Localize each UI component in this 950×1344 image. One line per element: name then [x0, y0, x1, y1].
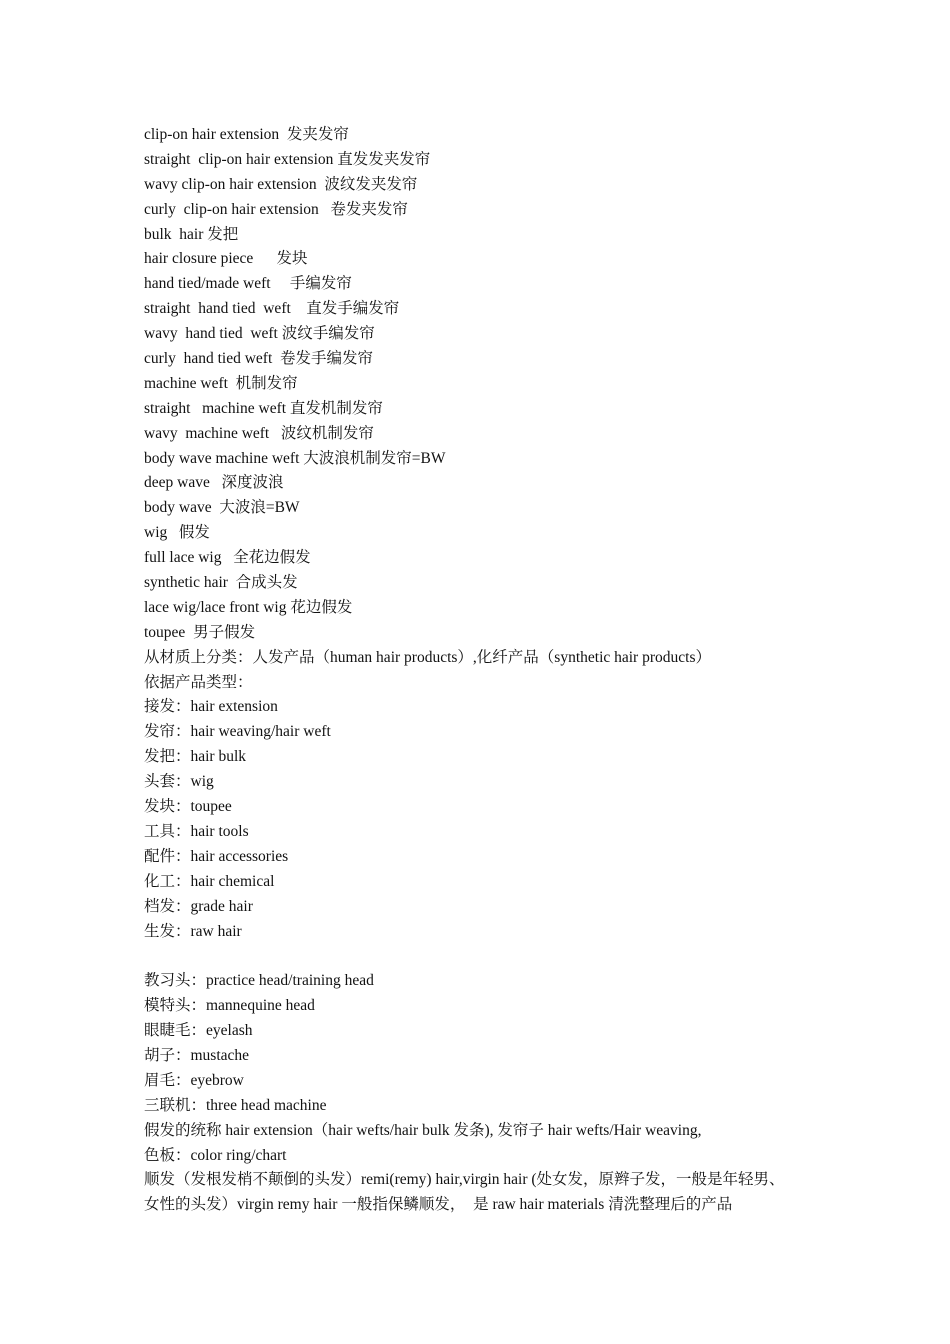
text-line: 教习头：practice head/training head	[144, 972, 374, 990]
text-line: body wave 大波浪=BW	[144, 499, 300, 517]
text-line: machine weft 机制发帘	[144, 374, 298, 392]
document-body	[144, 123, 844, 1218]
text-line: body wave machine weft 大波浪机制发帘=BW	[144, 449, 446, 467]
text-line: straight machine weft 直发机制发帘	[144, 399, 383, 417]
text-line: full lace wig 全花边假发	[144, 549, 311, 567]
text-line: 档发：grade hair	[144, 897, 253, 915]
text-line: hand tied/made weft 手编发帘	[144, 275, 352, 293]
text-line: straight clip-on hair extension 直发发夹发帘	[144, 150, 431, 168]
text-line: 假发的统称 hair extension（hair wefts/hair bulk 发条), 发帘子 hair wefts/Hair weaving,	[144, 1121, 702, 1139]
text-line: wavy clip-on hair extension 波纹发夹发帘	[144, 175, 418, 193]
text-line: 发帘：hair weaving/hair weft	[144, 723, 331, 741]
blank-line	[144, 944, 844, 969]
text-line: bulk hair 发把	[144, 225, 239, 243]
text-line: curly clip-on hair extension 卷发夹发帘	[144, 200, 408, 218]
text-line: hair closure piece 发块	[144, 250, 308, 268]
text-line: wig 假发	[144, 524, 210, 542]
text-line: 胡子：mustache	[144, 1046, 250, 1064]
text-line: clip-on hair extension 发夹发帘	[144, 126, 349, 143]
text-line: 三联机：three head machine	[144, 1096, 327, 1114]
text-line: wavy hand tied weft 波纹手编发帘	[144, 325, 375, 343]
text-line: 生发：raw hair	[144, 922, 242, 940]
text-line: 女性的头发）virgin remy hair 一般指保鳞顺发， 是 raw hair materials 清洗整理后的产品	[144, 1196, 733, 1214]
text-line: 眉毛：eyebrow	[144, 1071, 244, 1089]
text-line: straight hand tied weft 直发手编发帘	[144, 300, 400, 318]
text-line: deep wave 深度波浪	[144, 474, 284, 492]
text-line: 从材质上分类：人发产品（human hair products）,化纤产品（synthetic hair products）	[144, 648, 711, 666]
text-line: 接发：hair extension	[144, 698, 278, 716]
text-line: curly hand tied weft 卷发手编发帘	[144, 350, 374, 368]
text-line: 眼睫毛：eyelash	[144, 1022, 253, 1040]
text-line: 色板：color ring/chart	[144, 1146, 287, 1164]
text-line: 模特头：mannequine head	[144, 997, 315, 1015]
text-line: 发把：hair bulk	[144, 748, 247, 766]
text-line: 配件：hair accessories	[144, 847, 289, 865]
text-line: 发块：toupee	[144, 798, 232, 816]
text-line: wavy machine weft 波纹机制发帘	[144, 424, 374, 442]
text-line: 化工：hair chemical	[144, 872, 275, 890]
text-line: 顺发（发根发梢不颠倒的头发）remi(remy) hair,virgin hair (处女发，原辫子发，一般是年轻男、	[144, 1171, 785, 1189]
text-line: lace wig/lace front wig 花边假发	[144, 598, 353, 616]
text-line: 工具：hair tools	[144, 822, 249, 840]
text-line: synthetic hair 合成头发	[144, 574, 298, 592]
text-line: 依据产品类型：	[144, 673, 253, 691]
text-line: toupee 男子假发	[144, 623, 256, 641]
text-line: 头套：wig	[144, 773, 214, 791]
